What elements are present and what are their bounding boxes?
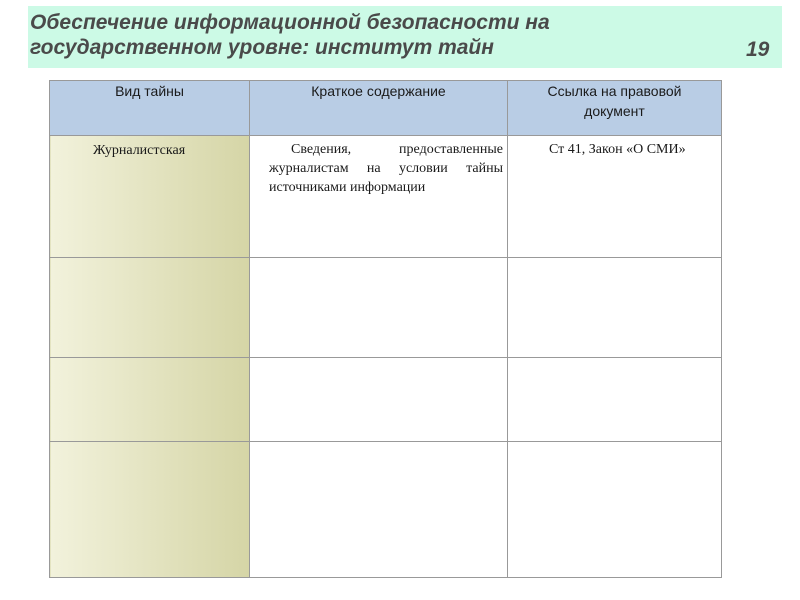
summary-text	[250, 258, 507, 262]
summary-text	[250, 442, 507, 446]
cell-legal-reference	[508, 136, 722, 258]
summary-text	[250, 358, 507, 362]
secret-type-text	[50, 358, 249, 363]
secret-type-text	[50, 258, 249, 263]
cell-legal-reference	[508, 442, 722, 578]
header-secret-type: Вид тайны	[50, 81, 250, 136]
table-row	[50, 358, 722, 442]
secret-type-text: Журналистская	[93, 143, 186, 158]
secrets-table	[49, 80, 722, 578]
slide-title-line-1: Обеспечение информационной безопасности на	[30, 11, 550, 34]
cell-legal-reference	[508, 258, 722, 358]
cell-secret-type	[50, 442, 250, 578]
cell-legal-reference	[508, 358, 722, 442]
header-legal-reference: Ссылка на правовой документ	[508, 81, 722, 136]
table-header-row	[50, 81, 722, 136]
legal-reference-text	[508, 358, 721, 362]
cell-summary	[250, 358, 508, 442]
cell-secret-type	[50, 136, 250, 258]
slide-title-line-2: государственном уровне: институт тайн	[30, 36, 494, 59]
slide-number: 19	[746, 38, 770, 61]
header-summary: Краткое содержание	[250, 81, 508, 136]
legal-reference-text	[508, 258, 721, 262]
secret-type-text	[50, 442, 249, 447]
summary-text: Сведения, предоставленные журналистам на условии тайны источниками информации	[269, 142, 503, 195]
cell-summary	[250, 442, 508, 578]
cell-summary	[250, 258, 508, 358]
slide-title-bar	[28, 6, 782, 68]
legal-reference-text	[508, 442, 721, 446]
legal-reference-text: Ст 41, Закон «О СМИ»	[549, 142, 686, 157]
table-row	[50, 136, 722, 258]
slide-title	[30, 10, 550, 60]
cell-summary	[250, 136, 508, 258]
table-row	[50, 442, 722, 578]
cell-secret-type	[50, 258, 250, 358]
cell-secret-type	[50, 358, 250, 442]
table-row	[50, 258, 722, 358]
